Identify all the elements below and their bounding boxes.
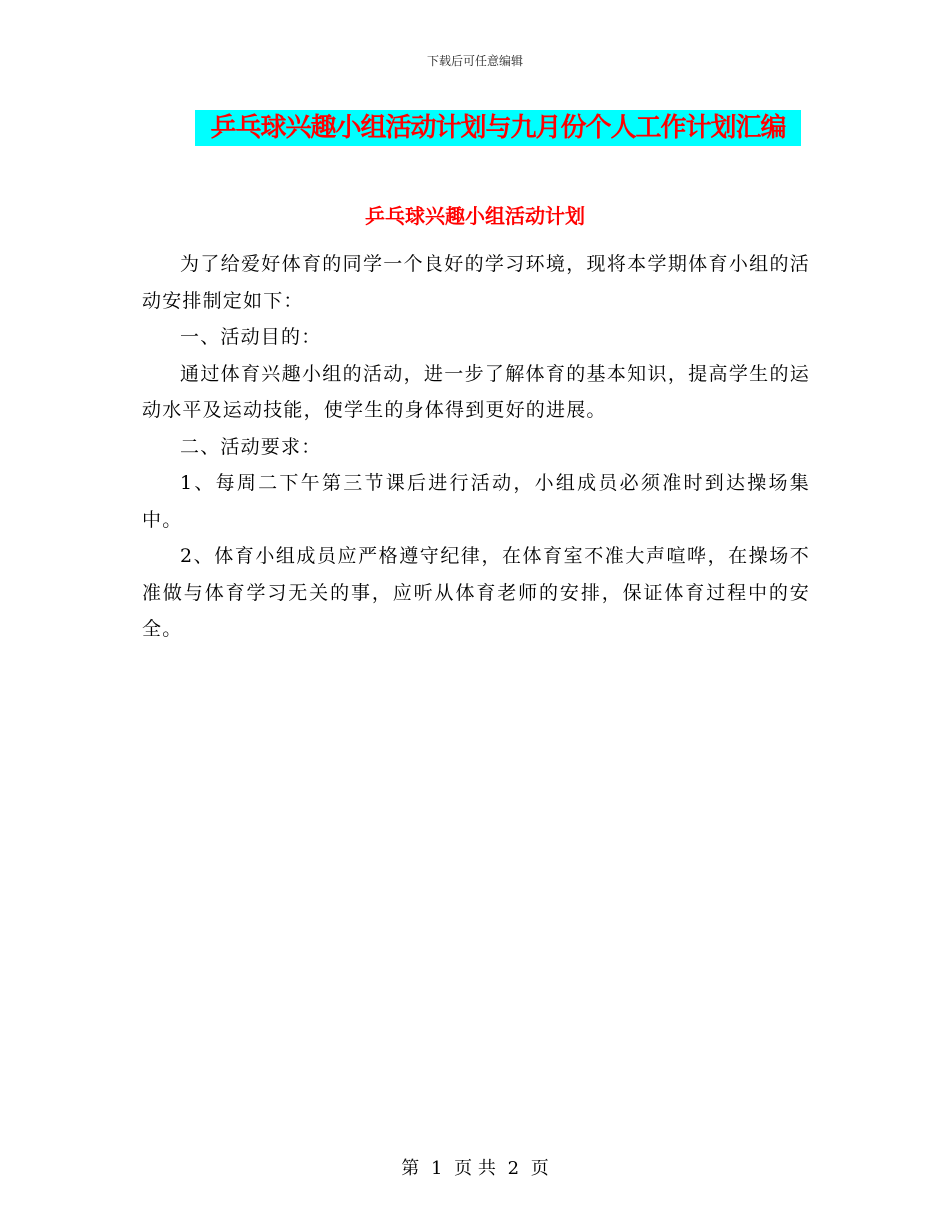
title-highlight <box>195 110 801 146</box>
paragraph-requirement-2: 2、体育小组成员应严格遵守纪律，在体育室不准大声喧哗，在操场不准做与体育学习无关的事，应听从体育老师的安排，保证体育过程中的安全。 <box>142 545 810 640</box>
paragraph-requirement-1: 1、每周二下午第三节课后进行活动，小组成员必须准时到达操场集中。 <box>142 472 810 531</box>
heading-requirements: 二、活动要求： <box>180 435 322 458</box>
heading-purpose: 一、活动目的： <box>180 326 322 348</box>
paragraph-purpose: 通过体育兴趣小组的活动，进一步了解体育的基本知识，提高学生的运动水平及运动技能，使学生的身体得到更好的进展。 <box>142 362 810 421</box>
page-label-mid: 页 共 <box>454 1158 496 1179</box>
page-total: 2 <box>507 1158 520 1179</box>
document-body <box>142 246 810 648</box>
page-footer <box>0 1154 950 1180</box>
document-title: 乒乓球兴趣小组活动计划与九月份个人工作计划汇编 <box>210 113 786 143</box>
page-label-suffix: 页 <box>530 1158 549 1179</box>
paragraph-intro: 为了给爱好体育的同学一个良好的学习环境，现将本学期体育小组的活动安排制定如下： <box>142 253 810 312</box>
page-label-prefix: 第 <box>401 1158 420 1179</box>
section-title: 乒乓球兴趣小组活动计划 <box>365 204 585 228</box>
header-note: 下载后可任意编辑 <box>426 54 523 68</box>
page-current: 1 <box>430 1158 443 1179</box>
